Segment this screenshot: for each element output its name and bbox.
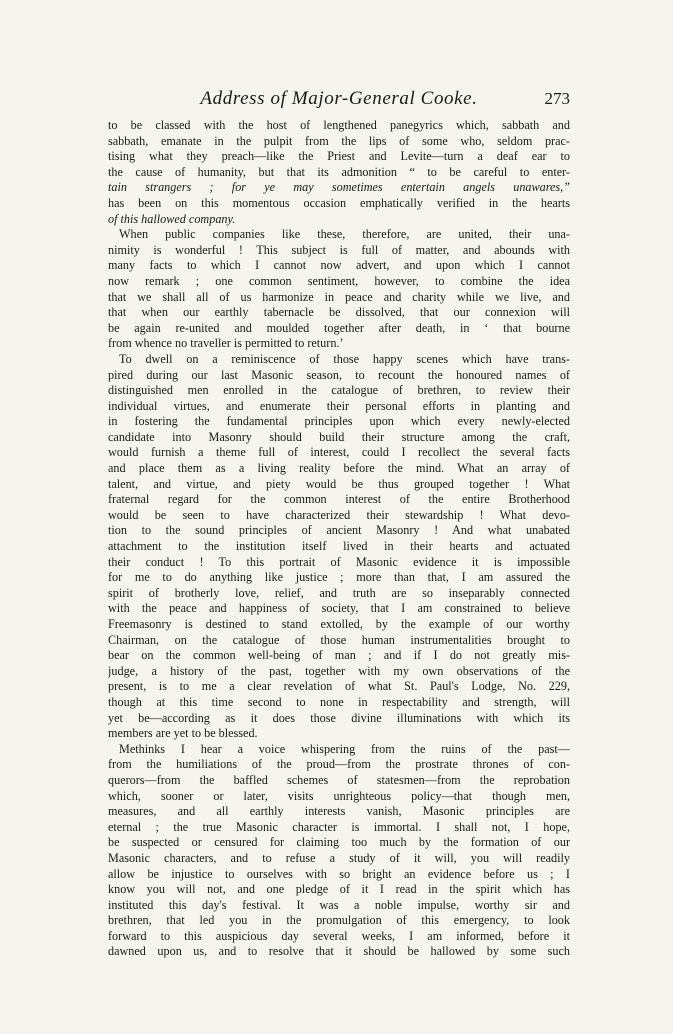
text-line-italic — [108, 212, 570, 228]
text-line: distinguished men enrolled in the catalogue of brethren, to review their — [108, 383, 570, 398]
text-line: judge, a history of the past, together with my own observations of the — [108, 663, 570, 678]
book-page — [108, 88, 570, 960]
text-line: to be classed with the host of lengthened panegyrics which, sabbath and — [108, 118, 570, 132]
text-line: would be seen to have characterized their stewardship ! What devo- — [108, 507, 570, 522]
text-line: forward to this auspicious day several weeks, I am informed, before it — [108, 928, 570, 943]
text-line: Masonic characters, and to refuse a study of it will, you will readily — [108, 850, 570, 865]
text-line: that we shall all of us harmonize in peace and charity while we live, and — [108, 289, 570, 304]
text-line: attachment to the institution itself lived in their hearts and actuated — [108, 539, 570, 554]
text-line: members are yet to be blessed. — [108, 726, 258, 741]
text-line: many facts to which I cannot now advert, and upon which I cannot — [108, 258, 570, 273]
text-line: their conduct ! To this portrait of Masonic evidence it is impossible — [108, 554, 570, 569]
text-line: know you will not, and one pledge of it I read in the spirit which has — [108, 882, 570, 897]
italic-text: of this hallowed company. — [108, 211, 236, 226]
text-line: which, sooner or later, visits unrighteous policy—that though men, — [108, 788, 570, 803]
paragraph-start-line: To dwell on a reminiscence of those happy scenes which have trans- — [119, 351, 570, 366]
text-line: tising what they preach—like the Priest and Levite—turn a deaf ear to — [108, 149, 570, 164]
text-line: for me to do anything like justice ; more than that, I am assured the — [108, 570, 570, 585]
text-line: brethren, that led you in the promulgation of this emergency, to look — [108, 913, 570, 928]
paragraph-start-line: When public companies like these, therefore, are united, their una- — [119, 227, 570, 242]
text-line: from whence no traveller is permitted to return.’ — [108, 336, 344, 351]
text-line: now remark ; one common sentiment, however, to combine the idea — [108, 273, 570, 288]
text-line: measures, and all earthly interests vanish, Masonic principles are — [108, 804, 570, 819]
text-line: yet be—according as it does those divine illuminations with which its — [108, 710, 570, 725]
text-line: pired during our last Masonic season, to recount the honoured names of — [108, 367, 570, 382]
text-line: candidate into Masonry should build their structure among the craft, — [108, 429, 570, 444]
italic-text: tain strangers ; for ye may sometimes entertain angels unawares,” — [108, 180, 570, 195]
text-line: tion to the sound principles of ancient Masonry ! And what unabated — [108, 523, 570, 538]
text-line: would furnish a theme full of interest, could I recollect the several facts — [108, 445, 570, 460]
text-line: querors—from the baffled schemes of statesmen—from the reprobation — [108, 772, 570, 787]
text-line: in fostering the fundamental principles upon which every newly-elected — [108, 414, 570, 429]
text-line: nimity is wonderful ! This subject is full of matter, and abounds with — [108, 242, 570, 257]
text-line: though at this time second to none in respectability and strength, will — [108, 694, 570, 709]
text-line: Freemasonry is destined to stand extolled, by the example of our worthy — [108, 617, 570, 631]
text-line: bear on the common well-being of man ; and if I do not greatly mis- — [108, 648, 570, 663]
text-line: be suspected or censured for claiming too much by the formation of our — [108, 835, 570, 850]
text-line: that when our earthly tabernacle be dissolved, that our connexion will — [108, 305, 570, 320]
text-line: spirit of brotherly love, relief, and truth are so inseparably connected — [108, 585, 570, 600]
text-line: present, is to me a clear revelation of what St. Paul's Lodge, No. 229, — [108, 679, 570, 694]
text-line: allow be injustice to ourselves with so bright an evidence before us ; I — [108, 866, 570, 881]
text-line: fraternal regard for the common interest of the entire Brotherhood — [108, 492, 570, 507]
text-line: dawned upon us, and to resolve that it should be hallowed by some such — [108, 944, 570, 959]
running-head — [108, 88, 570, 118]
text-line: talent, and virtue, and piety would be thus grouped together ! What — [108, 476, 570, 491]
text-line-italic — [108, 180, 570, 196]
page-number: 273 — [544, 89, 570, 108]
text-line: and place them as a living reality before the mind. What an array of — [108, 461, 570, 476]
running-title: Address of Major-General Cooke. — [200, 88, 478, 109]
text-line: instituted this day's festival. It was a noble impulse, worthy sir and — [108, 897, 570, 912]
text-line: has been on this momentous occasion emphatically verified in the hearts — [108, 195, 570, 210]
text-line: individual virtues, and enumerate their personal efforts in planting and — [108, 398, 570, 413]
text-line: from the humiliations of the proud—from the prostrate thrones of con- — [108, 757, 570, 772]
body-text — [108, 118, 570, 960]
text-line: the cause of humanity, but that its admonition “ to be careful to enter- — [108, 164, 570, 179]
text-line: be again re-united and moulded together after death, in ‘ that bourne — [108, 320, 570, 335]
paragraph-start-line: Methinks I hear a voice whispering from the ruins of the past— — [119, 741, 570, 756]
text-line: sabbath, emanate in the pulpit from the lips of some who, seldom prac- — [108, 133, 570, 148]
text-line: with the peace and happiness of society, that I am constrained to believe — [108, 601, 570, 616]
text-line: eternal ; the true Masonic character is immortal. I shall not, I hope, — [108, 819, 570, 834]
text-line: Chairman, on the catalogue of those human instrumentalities brought to — [108, 632, 570, 647]
